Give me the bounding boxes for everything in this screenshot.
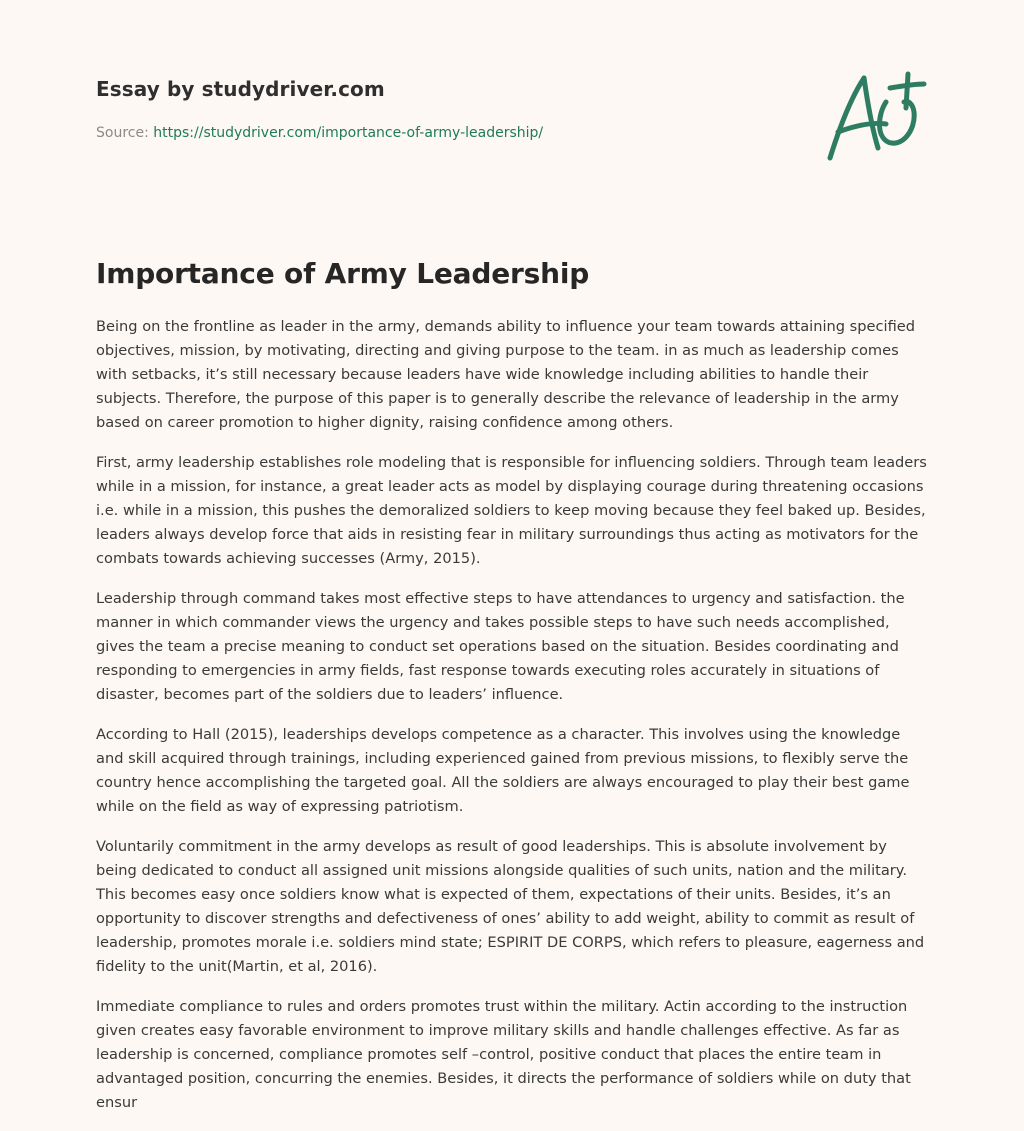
source-link[interactable]: https://studydriver.com/importance-of-army-leadership/: [153, 125, 544, 141]
article-body: [96, 315, 932, 1131]
paragraph: Immediate compliance to rules and orders promotes trust within the military. Actin according to the instruction given creates easy favorable environment to improve military skills and handle challenges effective. As far as leadership is concerned, compliance promotes self –control, positive conduct that places the entire team in advantaged position, concurring the enemies. Besides, it directs the performance of soldiers while on duty that ensur: [96, 998, 911, 1111]
source-line: [96, 124, 796, 142]
source-label: Source:: [96, 125, 149, 141]
paragraph: First, army leadership establishes role modeling that is responsible for influencing soldiers. Through team leaders while in a mission, for instance, a great leader acts as model by displaying courage during threatening occasions i.e. while in a mission, this pushes the demoralized soldiers to keep moving because they feel baked up. Besides, leaders always develop force that aids in resisting fear in military surroundings thus acting as motivators for the combats towards achieving successes (Army, 2015).: [96, 454, 927, 567]
paragraph: Leadership through command takes most effective steps to have attendances to urgency and satisfaction. the manner in which commander views the urgency and takes possible steps to have such needs accomplished, gives the team a precise meaning to conduct set operations based on the situation. Besides coordinating and responding to emergencies in army fields, fast response towards executing roles accurately in situations of disaster, becomes part of the soldiers due to leaders’ influence.: [96, 590, 905, 703]
paragraph: According to Hall (2015), leaderships develops competence as a character. This involves using the knowledge and skill acquired through trainings, including experienced gained from previous missions, to flexibly serve the country hence accomplishing the targeted goal. All the soldiers are always encouraged to play their best game while on the field as way of expressing patriotism.: [96, 726, 910, 815]
paragraph: Voluntarily commitment in the army develops as result of good leaderships. This is absolute involvement by being dedicated to conduct all assigned unit missions alongside qualities of such units, nation and the military. This becomes easy once soldiers know what is expected of them, expectations of their units. Besides, it’s an opportunity to discover strengths and defectiveness of ones’ ability to add weight, ability to commit as result of leadership, promotes morale i.e. soldiers mind state; ESPIRIT DE CORPS, which refers to pleasure, eagerness and fidelity to the unit(Martin, et al, 2016).: [96, 838, 925, 975]
article-title: Importance of Army Leadership: [96, 257, 590, 290]
a-plus-logo-icon: [820, 66, 932, 166]
brand-title: Essay by studydriver.com: [96, 77, 385, 101]
paragraph: Being on the frontline as leader in the army, demands ability to influence your team towards attaining specified objectives, mission, by motivating, directing and giving purpose to the team. in as much as leadership comes with setbacks, it’s still necessary because leaders have wide knowledge including abilities to handle their subjects. Therefore, the purpose of this paper is to generally describe the relevance of leadership in the army based on career promotion to higher dignity, raising confidence among others.: [96, 318, 916, 431]
page-header: [96, 74, 796, 142]
